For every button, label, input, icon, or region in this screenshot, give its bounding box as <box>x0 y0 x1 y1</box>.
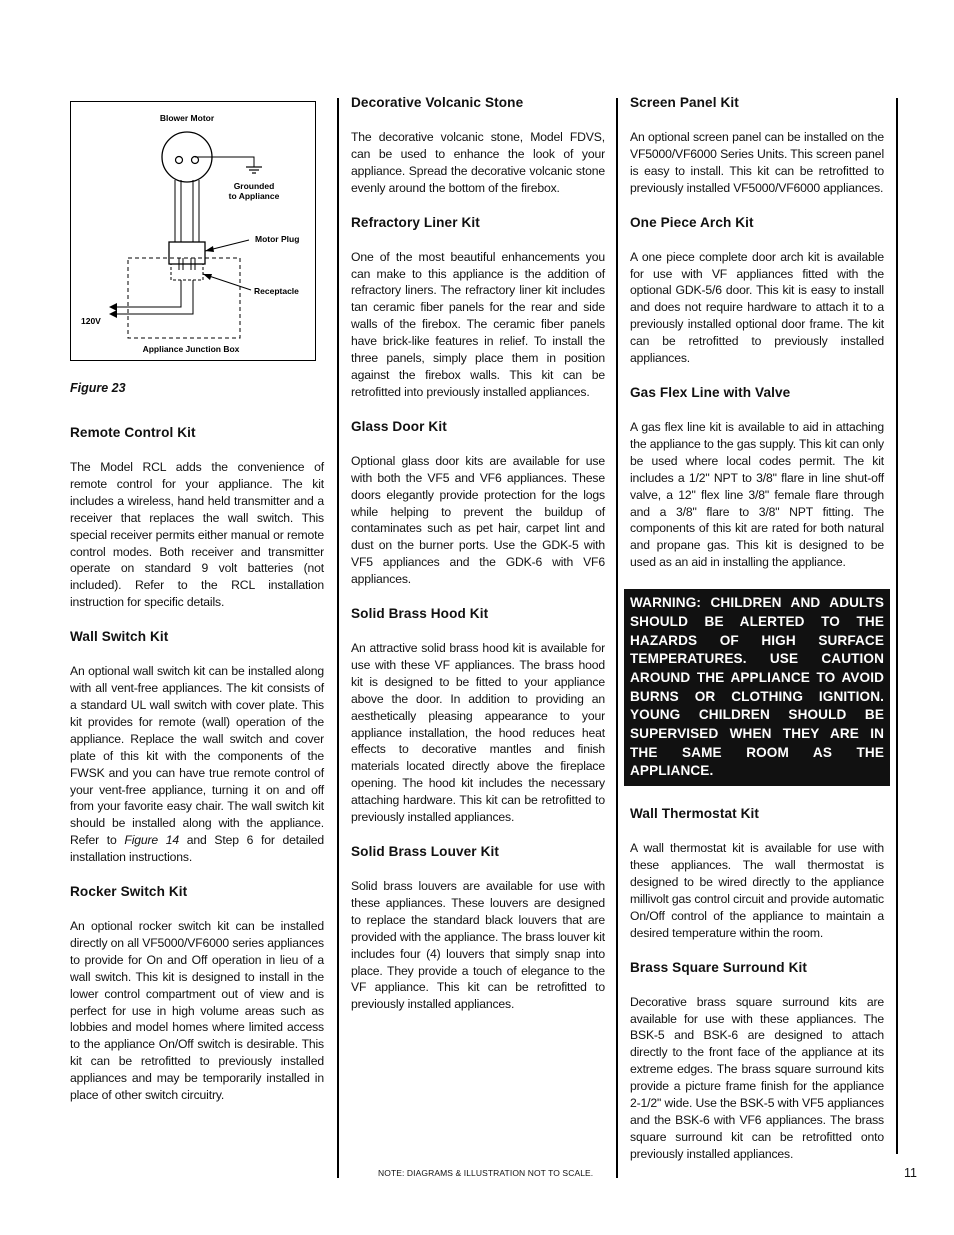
motor-plug-arrowhead <box>205 246 214 252</box>
label-blower-motor: Blower Motor <box>159 113 215 123</box>
brass-louver-text: Solid brass louvers are available for use with these appliances. These louvers are designed to replace the standard black louvers that are provided with the appliance. The brass louver kit includes four (4) louvers that simply snap into place. They provide a touch of elegance to the VF appliance. This kit can be retrofitted to previously installed appliances. <box>351 879 605 1012</box>
wall-switch-text-b: and Step 6 for detailed installation instructions. <box>70 833 325 865</box>
glass-door-text: Optional glass door kits are available for use with both the VF5 and VF6 appliances. These doors elegantly provide protection for the logs while helping to prevent the buildup of contaminates such as pet hair, carpet lint and dust on the burner ports. Use the GDK-5 with VF5 appliances and the GDK-6 with VF6 appliances. <box>351 453 605 587</box>
wiring-diagram <box>70 101 316 361</box>
wall-switch-kit-heading: Wall Switch Kit <box>70 629 169 645</box>
brass-hood-heading: Solid Brass Hood Kit <box>351 606 489 622</box>
remote-control-kit-text: The Model RCL adds the convenience of remote control for your appliance. The kit includes a wireless, hand held transmitter and a receiver that replaces the wall switch. This special receiver permits either manual or remote control modes. Both receiver and transmitter operate on standard 9 volt batteries (not included). Refer to the RCL installation instruction for specific details. <box>70 460 324 610</box>
supply-wire-1 <box>115 280 181 307</box>
gas-flex-line-text: A gas flex line kit is available to aid in attaching the appliance to the gas supply. This kit can only be used where local codes permit. The kit includes a 1/2" NPT to 3/8" flare in line shut-off valve, a 12" flex line 3/8" female flare through and a 3/8" flare to 3/8" NPT fitting. The components of this kit are rated for both natural and propane gas. This kit is designed to be used as an aid in installing the appliance. <box>630 419 884 570</box>
rocker-switch-kit-heading: Rocker Switch Kit <box>70 884 188 900</box>
column-3 <box>630 95 884 1181</box>
glass-door-heading: Glass Door Kit <box>351 418 447 434</box>
arch-kit-heading: One Piece Arch Kit <box>630 214 754 230</box>
column-divider-3 <box>896 98 898 1154</box>
label-grounded-1: Grounded <box>233 181 275 191</box>
brass-surround-heading: Brass Square Surround Kit <box>630 959 807 975</box>
rocker-switch-kit-text: An optional rocker switch kit can be installed directly on all VF5000/VF6000 series appliances to provide for On and Off operation in lieu of a wall switch. This kit is designed to install in the lower control compartment out of view and is perfect for use in high volume areas such as lobbies and model homes where limited access to the appliance On/Off switch is desirable. This kit can be retrofitted to previously installed appliances and may be temporarily installed in place of other switch circuitry. <box>70 919 324 1103</box>
label-junction-box: Appliance Junction Box <box>142 344 240 354</box>
scale-note: NOTE: DIAGRAMS & ILLUSTRATION NOT TO SCALE. <box>378 1168 594 1178</box>
supply-arrowhead-2 <box>109 310 117 318</box>
refractory-liner-heading: Refractory Liner Kit <box>351 214 480 230</box>
motor-plug-body <box>169 242 205 264</box>
junction-box-dashed <box>128 258 240 338</box>
wall-switch-kit-text <box>70 663 324 866</box>
brass-surround-text: Decorative brass square surround kits are available for use with these appliances. The BSK-5 and BSK-6 are designed to attach directly to the front face of the appliance at its extreme edges. The brass square surround kits provide a picture frame finish for the appliance 2-1/2" wide. Use the BSK-5 with VF5 appliances and the BSK-6 with VF6 appliances. The brass square surround kit can be retrofitted onto previously installed appliances. <box>630 994 884 1161</box>
arch-kit-text: A one piece complete door arch kit is available for use with VF appliances fitted with the optional GDK-5/6 door. This kit is easy to install and does not require hardware to attach it to a previously installed optional door frame. The kit can be retrofitted to previously installed appliances. <box>630 249 884 366</box>
volcanic-stone-heading: Decorative Volcanic Stone <box>351 95 524 110</box>
column-divider-1 <box>337 98 339 1178</box>
motor-terminal-left <box>176 157 183 164</box>
ground-wire <box>195 157 254 167</box>
supply-arrowhead-1 <box>109 303 117 311</box>
gas-flex-line-heading: Gas Flex Line with Valve <box>630 384 791 400</box>
column-1 <box>70 95 324 1122</box>
column-2 <box>351 95 605 1031</box>
screen-panel-text: An optional screen panel can be installed on the VF5000/VF6000 Series Units. This screen panel is easy to install. This kit can be retrofitted to previously installed VF5000/VF6000 appliances. <box>630 130 884 195</box>
label-motor-plug: Motor Plug <box>255 234 300 244</box>
volcanic-stone-text: The decorative volcanic stone, Model FDVS, can be used to enhance the look of your appliance. Spread the decorative volcanic stone evenly around the bottom of the firebox. <box>351 130 605 195</box>
motor-terminal-right <box>192 157 199 164</box>
receptacle-dashed <box>171 264 203 280</box>
wall-thermostat-heading: Wall Thermostat Kit <box>630 806 760 822</box>
brass-louver-heading: Solid Brass Louver Kit <box>351 844 499 859</box>
wall-switch-text-a: An optional wall switch kit can be installed along with all vent-free appliances. The kit consists of a standard UL wall switch with cover plate. This kit provides for remote (wall) operation of the appliance. Replace the wall switch and cover plate of this kit with the components of the FWSK and you can have true remote control of your vent-free appliance, turning it on and off from your favorite easy chair. The wall switch kit should be installed along with the appliance. Refer to <box>70 664 324 848</box>
remote-control-kit-heading: Remote Control Kit <box>70 425 196 440</box>
brass-hood-text: An attractive solid brass hood kit is available for use with these VF appliances. The brass hood kit is designed to be fitted to your appliance above the door. In addition to providing an aesthetically pleasing appearance to your appliance installation, the hood reduces heat effects to decorative mantles and finish materials located directly above the fireplace opening. The hood kit includes the necessary attaching hardware. This kit can be retrofitted to previously installed appliances. <box>351 641 605 825</box>
warning-box: WARNING: CHILDREN AND ADULTS SHOULD BE ALERTED TO THE HAZARDS OF HIGH SURFACE TEMPERATURES. USE CAUTION AROUND THE APPLIANCE TO AVOID BURNS OR CLOTHING IGNITION. YOUNG CHILDREN SHOULD BE SUPERVISED WHEN THEY ARE IN THE SAME ROOM AS THE APPLIANCE. <box>624 589 890 786</box>
receptacle-arrowhead <box>203 274 212 280</box>
column-divider-2 <box>616 98 618 1178</box>
refractory-liner-text: One of the most beautiful enhancements you can make to this appliance is the addition of refractory liners. The refractory liner kit includes tan ceramic fiber panels for the rear and side walls of the firebox. The ceramic fiber panels have brick-like features in relief. To install the three panels, simply place them in position against the firebox walls. This kit can be retrofitted into previously installed appliances. <box>351 249 605 399</box>
wiring-diagram-svg <box>71 102 315 360</box>
screen-panel-heading: Screen Panel Kit <box>630 95 739 110</box>
label-receptacle: Receptacle <box>254 286 299 296</box>
label-grounded-2: to Appliance <box>228 191 280 201</box>
wall-thermostat-text: A wall thermostat kit is available for use with these appliances. The wall thermostat is designed to be wired directly to the appliance millivolt gas control circuit and provide automatic On/Off control of the appliance to maintain a desired temperature within the room. <box>630 841 884 940</box>
figure-reference: Figure 14 <box>124 833 180 848</box>
figure-caption: Figure 23 <box>70 381 126 395</box>
page-number: 11 <box>904 1166 917 1180</box>
label-voltage: 120V <box>81 316 101 326</box>
